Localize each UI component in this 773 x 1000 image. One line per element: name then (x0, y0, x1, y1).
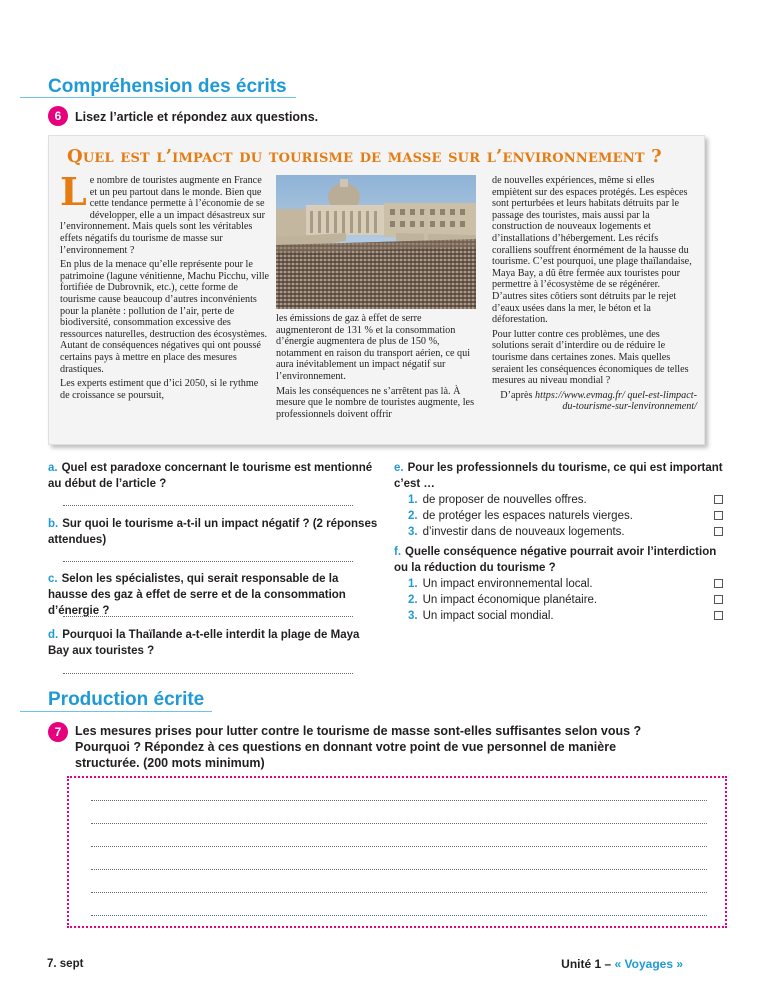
checkbox-f1[interactable] (714, 579, 723, 588)
article-source (492, 390, 697, 413)
page-footer-date: 7. sept (47, 958, 84, 970)
option-e2: 2. de protéger les espaces naturels vierges. (408, 510, 633, 522)
article-paragraph: Mais les conséquences ne s’arrêtent pas là. À mesure que le nombre de touristes augmente, les professionnels doivent offrir (276, 385, 475, 420)
checkbox-f2[interactable] (714, 595, 723, 604)
source-url[interactable]: https://www.evmag.fr/ quel-est-limpact-du-tourisme-sur-lenvironnement/ (535, 389, 697, 413)
writing-line[interactable] (91, 892, 707, 893)
st-peters-square-photo (276, 175, 476, 309)
unit-label: Unité 1 – (561, 957, 612, 971)
question-d: d. Pourquoi la Thaïlande a-t-elle interdit la plage de Maya Bay aux touristes ? (48, 629, 360, 657)
article-paragraph: Les experts estiment que d’ici 2050, si le rythme de croissance se poursuit, (60, 378, 259, 401)
article-box (48, 135, 705, 445)
option-f1: 1. Un impact environnemental local. (408, 578, 593, 590)
checkbox-e1[interactable] (714, 495, 723, 504)
writing-line[interactable] (91, 823, 707, 824)
writing-line[interactable] (91, 869, 707, 870)
drop-cap: L (60, 169, 87, 214)
question-f: f. Quelle conséquence négative pourrait avoir l’interdiction ou la réduction du tourisme ? (394, 546, 717, 574)
section-divider (20, 711, 212, 712)
exercise-instruction: Les mesures prises pour lutter contre le tourisme de masse sont-elles suffisantes selon vous ? Pourquoi ? Répondez à ces questions en donnant votre point de vue personnel de manière structurée. (200 mots minimum) (75, 724, 642, 770)
source-label: D’après (500, 389, 533, 401)
page-footer-unit (561, 957, 683, 971)
section-title-production: Production écrite (48, 689, 205, 710)
section-divider (20, 97, 296, 98)
question-b: b. Sur quoi le tourisme a-t-il un impact négatif ? (2 réponses attendues) (48, 518, 378, 546)
article-column-2 (276, 313, 476, 423)
article-paragraph: Le nombre de touristes augmente en France et un peu partout dans le monde. Bien que cette tendance permette à l’économie de se développer, elle a un impact désastreux sur l’environnement. Mais quels sont les véritables effets négatifs du tourisme de masse sur l’environnement ? (60, 169, 265, 256)
question-c: c. Selon les spécialistes, qui serait responsable de la hausse des gaz à effet de serre et de la consommation d’énergie ? (48, 573, 346, 617)
option-e3: 3. d’investir dans de nouveaux logements. (408, 526, 625, 538)
unit-theme: « Voyages » (614, 957, 683, 971)
article-paragraph: de nouvelles expériences, même si elles empiètent sur des espaces protégés. Les espèces sont perturbées et leurs habitats détruits par le passage des touristes, mais aussi par la construction de nouveaux logements et d’installations d’hébergement. Les récifs coralliens souffrent énormément de la hausse du tourisme. C’est pourquoi, une plage thaïlandaise, Maya Bay, a dû être fermée aux touristes pour permettre à l’écosystème de se régénérer. D’autres sites côtiers sont détruits par le rejet d’eaux usées dans la mer, le béton et la déforestation. (492, 175, 692, 326)
article-title: Quel est l’impact du tourisme de masse sur l’environnement ? (67, 146, 662, 167)
article-paragraph: Pour lutter contre ces problèmes, une des solutions serait d’interdire ou de réduire le tourisme dans certaines zones. Mais quelles seraient les conséquences économiques de telles mesures au niveau mondial ? (492, 328, 689, 387)
answer-line-b[interactable] (63, 561, 353, 562)
writing-line[interactable] (91, 800, 707, 801)
answer-line-d[interactable] (63, 673, 353, 674)
writing-line[interactable] (91, 846, 707, 847)
exercise-instruction: Lisez l’article et répondez aux questions. (75, 110, 319, 124)
writing-line[interactable] (91, 915, 707, 916)
exercise-number-badge: 6 (48, 106, 68, 126)
answer-line-c[interactable] (63, 616, 353, 617)
article-paragraph: En plus de la menace qu’elle représente pour le patrimoine (lagune vénitienne, Machu Picchu, ville fortifiée de Dubrovnik, etc.), cette forme de tourisme cause beaucoup d’autres inconvénients pour la planète : pollution de l’air, perte de biodiversité, consommation excessive des ressources naturelles, destruction des écosystèmes. Autant de conséquences négatives qui ont poussé certains pays à mettre en place des mesures drastiques. (60, 259, 270, 375)
article-column-3 (492, 175, 697, 416)
checkbox-e3[interactable] (714, 527, 723, 536)
option-f2: 2. Un impact économique planétaire. (408, 594, 598, 606)
article-column-1 (60, 169, 270, 404)
option-e1: 1. de proposer de nouvelles offres. (408, 494, 587, 506)
answer-line-a[interactable] (63, 505, 353, 506)
option-f3: 3. Un impact social mondial. (408, 610, 554, 622)
article-paragraph: les émissions de gaz à effet de serre augmenteront de 131 % et la consommation d’énergie augmentera de plus de 150 %, notamment en raison du transport aérien, ce qui aura inévitablement un impact négatif sur l’environnement. (276, 313, 471, 382)
section-title-comprehension: Compréhension des écrits (48, 76, 287, 97)
question-e: e. Pour les professionnels du tourisme, ce qui est important c’est … (394, 462, 723, 490)
checkbox-f3[interactable] (714, 611, 723, 620)
exercise-number-badge: 7 (48, 722, 68, 742)
checkbox-e2[interactable] (714, 511, 723, 520)
writing-area[interactable] (67, 776, 727, 928)
question-a: a. Quel est paradoxe concernant le tourisme est mentionné au début de l’article ? (48, 462, 373, 490)
